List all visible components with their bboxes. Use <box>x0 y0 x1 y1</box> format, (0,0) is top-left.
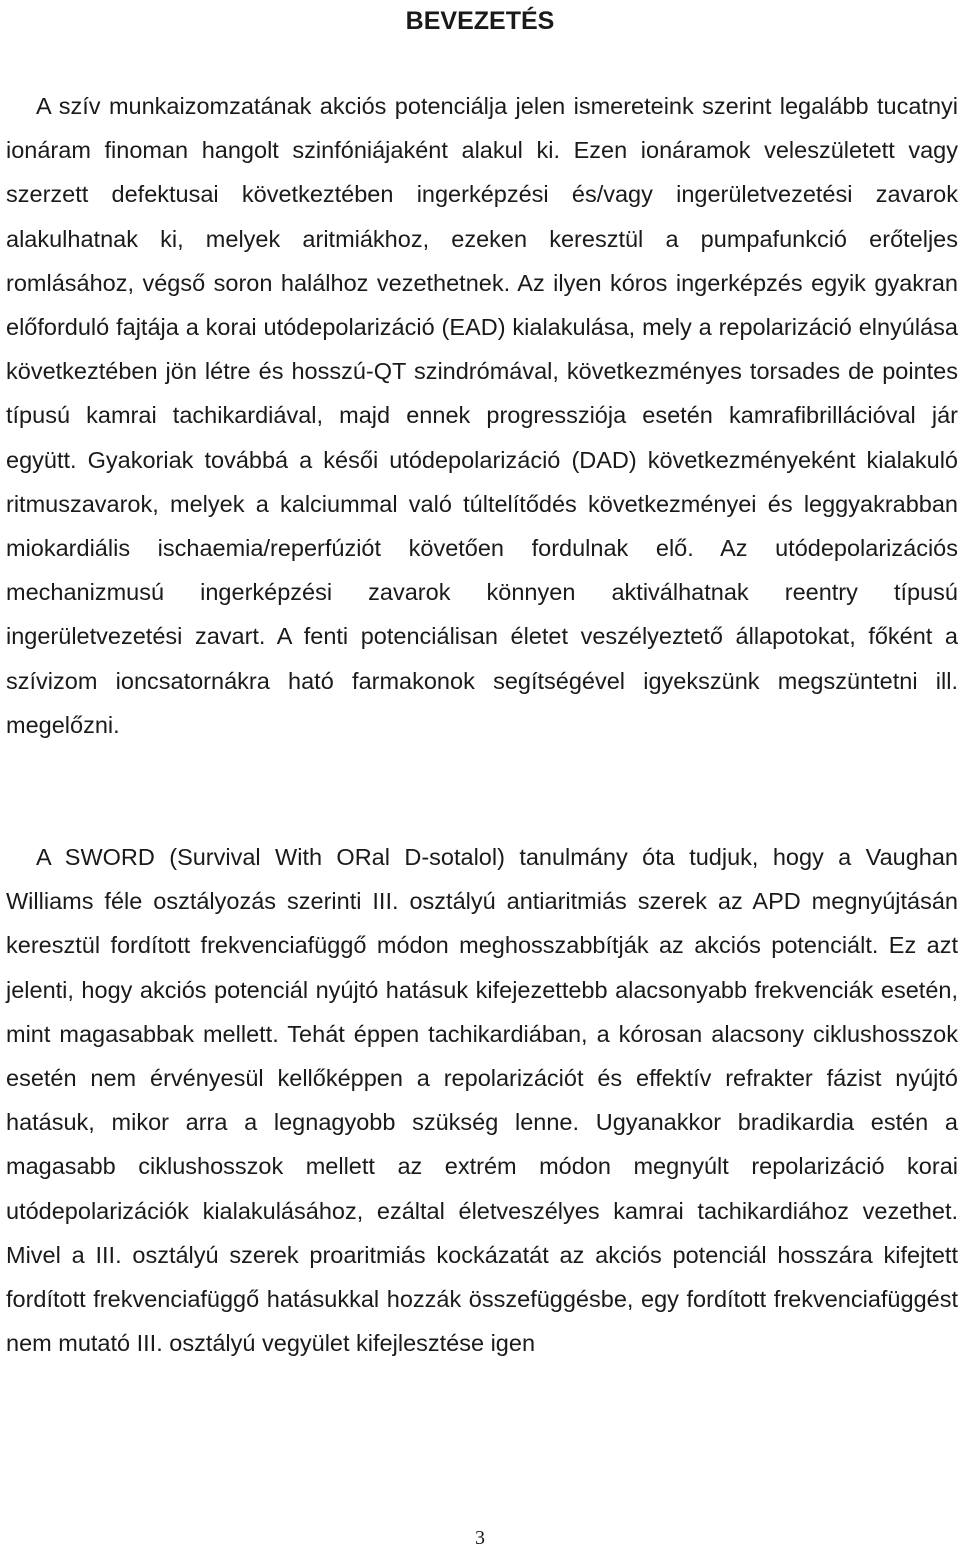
section-heading: BEVEZETÉS <box>405 7 555 35</box>
paragraph-sword-study: A SWORD (Survival With ORal D-sotalol) tanulmány óta tudjuk, hogy a Vaughan Williams féle osztályozás szerinti III. osztályú antiaritmiás szerek az APD megnyújtásán keresztül fordított frekvenciafüggő módon meghosszabbítják az akciós potenciált. Ez azt jelenti, hogy akciós potenciál nyújtó hatásuk kifejezettebb alacsonyabb frekvenciák esetén, mint magasabbak mellett. Tehát éppen tachikardiában, a kórosan alacsony ciklushosszok esetén nem érvényesül kellőképpen a repolarizációt és effektív refrakter fázist nyújtó hatásuk, mikor arra a legnagyobb szükség lenne. Ugyanakkor bradikardia estén a magasabb ciklushosszok mellett az extrém módon megnyúlt repolarizáció korai utódepolarizációk kialakulásához, ezáltal életveszélyes kamrai tachikardiához vezethet. Mivel a III. osztályú szerek proaritmiás kockázatát az akciós potenciál hosszára kifejtett fordított frekvenciafüggő hatásukkal hozzák összefüggésbe, egy fordított frekvenciafüggést nem mutató III. osztályú vegyület kifejlesztése igen <box>6 844 958 1357</box>
page-number: 3 <box>475 1527 485 1549</box>
paragraph-introduction: A szív munkaizomzatának akciós potenciálja jelen ismereteink szerint legalább tucatnyi ionáram finoman hangolt szinfóniájaként alakul ki. Ezen ionáramok veleszületett vagy szerzett defektusai következtében ingerképzési és/vagy ingerületvezetési zavarok alakulhatnak ki, melyek aritmiákhoz, ezeken keresztül a pumpafunkció erőteljes romlásához, végső soron halálhoz vezethetnek. Az ilyen kóros ingerképzés egyik gyakran előforduló fajtája a korai utódepolarizáció (EAD) kialakulása, mely a repolarizáció elnyúlása következtében jön létre és hosszú-QT szindrómával, következményes torsades de pointes típusú kamrai tachikardiával, majd ennek progressziója esetén kamrafibrillációval jár együtt. Gyakoriak továbbá a késői utódepolarizáció (DAD) következményeként kialakuló ritmuszavarok, melyek a kalciummal való túltelítődés következményei és leggyakrabban miokardiális ischaemia/reperfúziót követően fordulnak elő. Az utódepolarizációs mechanizmusú ingerképzési zavarok könnyen aktiválhatnak reentry típusú ingerületvezetési zavart. A fenti potenciálisan életet veszélyeztető állapotokat, főként a szívizom ioncsatornákra ható farmakonok segítségével igyekszünk megszüntetni ill. megelőzni. <box>6 93 958 738</box>
